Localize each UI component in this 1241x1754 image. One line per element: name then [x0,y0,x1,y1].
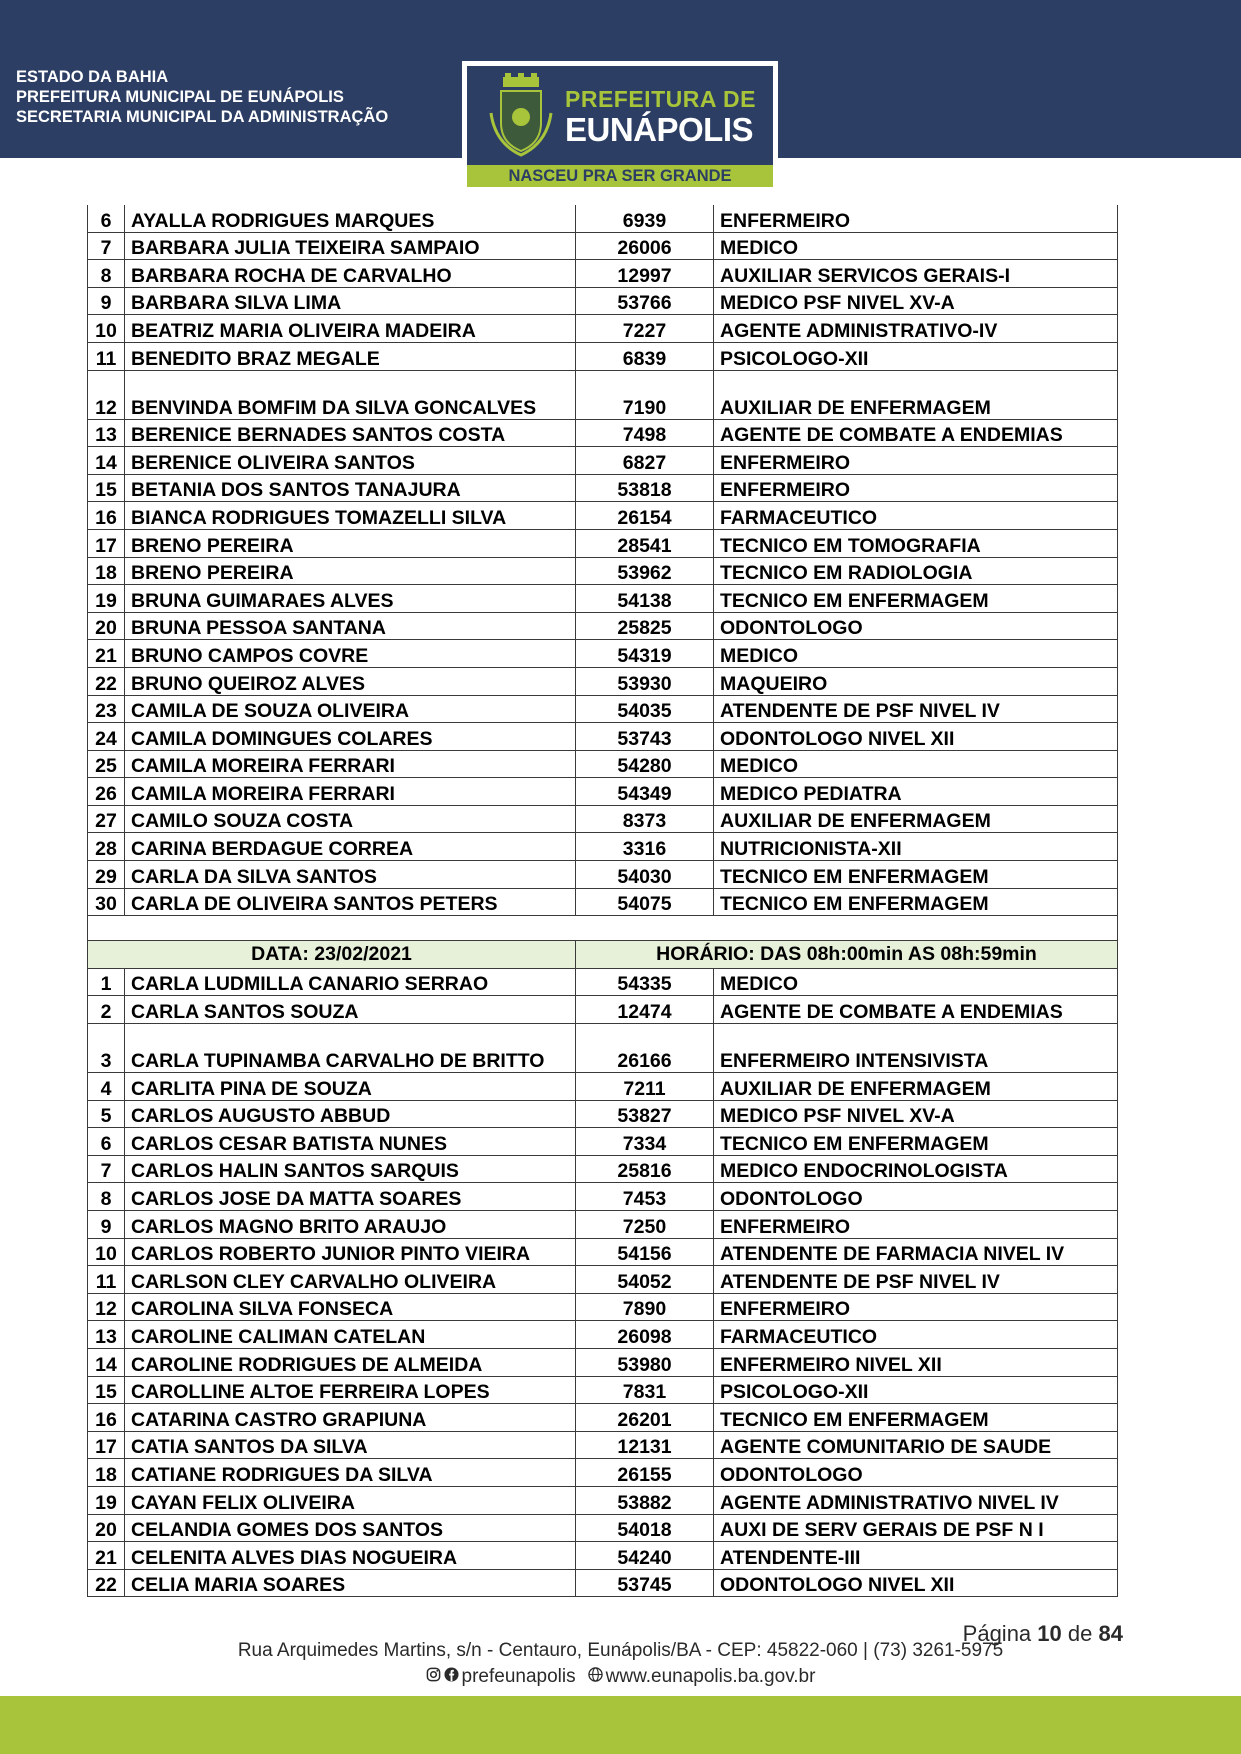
registration-number: 6839 [576,342,714,370]
employee-name: CAMILA MOREIRA FERRARI [125,750,576,778]
spacer-row [88,916,1118,941]
table-row [88,1238,1118,1266]
job-title: TECNICO EM RADIOLOGIA [714,557,1118,585]
employee-name: CAROLINA SILVA FONSECA [125,1293,576,1321]
row-number: 13 [88,419,125,447]
table-row [88,888,1118,916]
table-row [88,1514,1118,1542]
employee-name: BRUNA PESSOA SANTANA [125,612,576,640]
registration-number: 54035 [576,695,714,723]
table-row [88,1024,1118,1073]
row-number: 26 [88,778,125,806]
job-title: TECNICO EM ENFERMAGEM [714,585,1118,613]
employee-name: BRENO PEREIRA [125,529,576,557]
employee-name: BEATRIZ MARIA OLIVEIRA MADEIRA [125,315,576,343]
row-number: 21 [88,1542,125,1570]
table-row [88,342,1118,370]
row-number: 7 [88,1155,125,1183]
employee-name: CELENITA ALVES DIAS NOGUEIRA [125,1542,576,1570]
footer-band [0,1696,1241,1754]
job-title: TECNICO EM ENFERMAGEM [714,861,1118,889]
employee-name: CARLOS MAGNO BRITO ARAUJO [125,1211,576,1239]
employee-name: BARBARA ROCHA DE CARVALHO [125,260,576,288]
row-number: 19 [88,1486,125,1514]
header-text [16,67,388,127]
registration-number: 53930 [576,667,714,695]
table-row [88,1376,1118,1404]
table-row [88,1211,1118,1239]
footer-address: Rua Arquimedes Martins, s/n - Centauro, Eunápolis/BA - CEP: 45822-060 | (73) 3261-5975 [237,1640,1004,1661]
roster-block-1 [88,205,1118,916]
table-row [88,1183,1118,1211]
table-row [88,778,1118,806]
page-current: 10 [1037,1621,1062,1646]
header-line-state: ESTADO DA BAHIA [16,68,169,86]
row-number: 11 [88,1266,125,1294]
row-number: 22 [88,1569,125,1597]
job-title: FARMACEUTICO [714,502,1118,530]
table-row [88,370,1118,419]
registration-number: 53743 [576,723,714,751]
employee-name: CARLOS AUGUSTO ABBUD [125,1100,576,1128]
row-number: 21 [88,640,125,668]
table-row [88,695,1118,723]
registration-number: 12474 [576,996,714,1024]
job-title: MEDICO PSF NIVEL XV-A [714,287,1118,315]
registration-number: 26166 [576,1024,714,1073]
row-number: 15 [88,474,125,502]
registration-number: 54138 [576,585,714,613]
employee-name: CARLOS HALIN SANTOS SARQUIS [125,1155,576,1183]
registration-number: 3316 [576,833,714,861]
schedule-date: DATA: 23/02/2021 [88,941,576,969]
job-title: MEDICO [714,640,1118,668]
employee-name: BERENICE BERNADES SANTOS COSTA [125,419,576,447]
website-link[interactable]: www.eunapolis.ba.gov.br [605,1666,816,1687]
row-number: 19 [88,585,125,613]
table-row [88,585,1118,613]
row-number: 14 [88,447,125,475]
registration-number: 54240 [576,1542,714,1570]
job-title: PSICOLOGO-XII [714,1376,1118,1404]
employee-name: CARLSON CLEY CARVALHO OLIVEIRA [125,1266,576,1294]
job-title: AUXILIAR DE ENFERMAGEM [714,370,1118,419]
registration-number: 54319 [576,640,714,668]
table-row [88,232,1118,260]
employee-name: CARLITA PINA DE SOUZA [125,1073,576,1101]
table-row [88,419,1118,447]
registration-number: 12131 [576,1431,714,1459]
table-row [88,287,1118,315]
section-divider [88,916,1118,969]
employee-name: CARLOS JOSE DA MATTA SOARES [125,1183,576,1211]
table-row [88,1404,1118,1432]
logo-slogan: NASCEU PRA SER GRANDE [467,165,773,187]
employee-name: BARBARA SILVA LIMA [125,287,576,315]
registration-number: 53882 [576,1486,714,1514]
job-title: ENFERMEIRO [714,474,1118,502]
registration-number: 7190 [576,370,714,419]
job-title: MEDICO PEDIATRA [714,778,1118,806]
page-mid: de [1067,1621,1093,1646]
row-number: 3 [88,1024,125,1073]
job-title: AUXILIAR DE ENFERMAGEM [714,805,1118,833]
row-number: 8 [88,1183,125,1211]
registration-number: 25825 [576,612,714,640]
row-number: 12 [88,1293,125,1321]
row-number: 30 [88,888,125,916]
job-title: ATENDENTE DE PSF NIVEL IV [714,1266,1118,1294]
job-title: NUTRICIONISTA-XII [714,833,1118,861]
employee-name: CELIA MARIA SOARES [125,1569,576,1597]
table-row [88,1348,1118,1376]
row-number: 23 [88,695,125,723]
row-number: 14 [88,1348,125,1376]
table-row [88,833,1118,861]
job-title: ATENDENTE DE PSF NIVEL IV [714,695,1118,723]
job-title: MEDICO ENDOCRINOLOGISTA [714,1155,1118,1183]
registration-number: 54075 [576,888,714,916]
row-number: 20 [88,612,125,640]
table-row [88,315,1118,343]
employee-name: BRUNO CAMPOS COVRE [125,640,576,668]
registration-number: 6827 [576,447,714,475]
registration-number: 26098 [576,1321,714,1349]
employee-name: BETANIA DOS SANTOS TANAJURA [125,474,576,502]
job-title: AUXI DE SERV GERAIS DE PSF N I [714,1514,1118,1542]
row-number: 5 [88,1100,125,1128]
job-title: FARMACEUTICO [714,1321,1118,1349]
page-total: 84 [1098,1621,1123,1646]
row-number: 2 [88,996,125,1024]
registration-number: 53818 [576,474,714,502]
job-title: ENFERMEIRO [714,205,1118,232]
header-line-secretariat: SECRETARIA MUNICIPAL DA ADMINISTRAÇÃO [16,108,389,126]
employee-name: BRENO PEREIRA [125,557,576,585]
row-number: 10 [88,315,125,343]
employee-name: CELANDIA GOMES DOS SANTOS [125,1514,576,1542]
employee-name: CAROLLINE ALTOE FERREIRA LOPES [125,1376,576,1404]
employee-name: BERENICE OLIVEIRA SANTOS [125,447,576,475]
logo-title-top: PREFEITURA DE [565,86,756,112]
employee-name: CARLOS CESAR BATISTA NUNES [125,1128,576,1156]
registration-number: 6939 [576,205,714,232]
job-title: ENFERMEIRO NIVEL XII [714,1348,1118,1376]
table-row [88,1266,1118,1294]
registration-number: 7334 [576,1128,714,1156]
employee-name: CAMILA DOMINGUES COLARES [125,723,576,751]
job-title: ATENDENTE DE FARMACIA NIVEL IV [714,1238,1118,1266]
header-line-city-hall: PREFEITURA MUNICIPAL DE EUNÁPOLIS [16,88,344,106]
registration-number: 7831 [576,1376,714,1404]
job-title: AGENTE ADMINISTRATIVO-IV [714,315,1118,343]
employee-name: CAROLINE RODRIGUES DE ALMEIDA [125,1348,576,1376]
employee-name: BRUNO QUEIROZ ALVES [125,667,576,695]
city-logo [462,61,778,192]
job-title: ODONTOLOGO NIVEL XII [714,723,1118,751]
registration-number: 53745 [576,1569,714,1597]
employee-name: CARLA LUDMILLA CANARIO SERRAO [125,968,576,996]
employee-name: CARLA DA SILVA SANTOS [125,861,576,889]
employee-name: CAMILA MOREIRA FERRARI [125,778,576,806]
job-title: MEDICO PSF NIVEL XV-A [714,1100,1118,1128]
table-row [88,1293,1118,1321]
page-prefix: Página [962,1621,1032,1646]
employee-name: BIANCA RODRIGUES TOMAZELLI SILVA [125,502,576,530]
row-number: 20 [88,1514,125,1542]
employee-name: BENVINDA BOMFIM DA SILVA GONCALVES [125,370,576,419]
row-number: 9 [88,287,125,315]
employee-name: CATIANE RODRIGUES DA SILVA [125,1459,576,1487]
employee-name: CAMILA DE SOUZA OLIVEIRA [125,695,576,723]
job-title: ODONTOLOGO NIVEL XII [714,1569,1118,1597]
job-title: ODONTOLOGO [714,1183,1118,1211]
registration-number: 54349 [576,778,714,806]
row-number: 16 [88,1404,125,1432]
table-row [88,557,1118,585]
job-title: AGENTE DE COMBATE A ENDEMIAS [714,419,1118,447]
schedule-header-row [88,941,1118,969]
job-title: PSICOLOGO-XII [714,342,1118,370]
row-number: 8 [88,260,125,288]
job-title: TECNICO EM ENFERMAGEM [714,1404,1118,1432]
coat-of-arms-icon [489,73,553,159]
job-title: AGENTE DE COMBATE A ENDEMIAS [714,996,1118,1024]
job-title: ENFERMEIRO [714,447,1118,475]
row-number: 15 [88,1376,125,1404]
table-row [88,502,1118,530]
employee-name: AYALLA RODRIGUES MARQUES [125,205,576,232]
registration-number: 54156 [576,1238,714,1266]
job-title: ODONTOLOGO [714,1459,1118,1487]
job-title: ODONTOLOGO [714,612,1118,640]
employee-name: CATARINA CASTRO GRAPIUNA [125,1404,576,1432]
table-row [88,529,1118,557]
logo-title-main: EUNÁPOLIS [565,111,754,148]
row-number: 28 [88,833,125,861]
job-title: ENFERMEIRO [714,1211,1118,1239]
employee-name: CARLA TUPINAMBA CARVALHO DE BRITTO [125,1024,576,1073]
row-number: 18 [88,1459,125,1487]
row-number: 9 [88,1211,125,1239]
registration-number: 25816 [576,1155,714,1183]
job-title: MEDICO [714,750,1118,778]
table-row [88,1155,1118,1183]
table-row [88,861,1118,889]
row-number: 1 [88,968,125,996]
table-row [88,1321,1118,1349]
row-number: 6 [88,205,125,232]
registration-number: 28541 [576,529,714,557]
table-row [88,1542,1118,1570]
row-number: 16 [88,502,125,530]
registration-number: 26154 [576,502,714,530]
table-row [88,750,1118,778]
employee-name: BARBARA JULIA TEIXEIRA SAMPAIO [125,232,576,260]
job-title: MEDICO [714,968,1118,996]
job-title: MEDICO [714,232,1118,260]
table-row [88,667,1118,695]
row-number: 4 [88,1073,125,1101]
row-number: 29 [88,861,125,889]
facebook-icon [444,1666,462,1688]
schedule-time: HORÁRIO: DAS 08h:00min AS 08h:59min [576,941,1118,969]
row-number: 18 [88,557,125,585]
table-row [88,1128,1118,1156]
table-row [88,968,1118,996]
registration-number: 26201 [576,1404,714,1432]
row-number: 25 [88,750,125,778]
registration-number: 53962 [576,557,714,585]
staff-roster-table [87,205,1118,1597]
employee-name: CAMILO SOUZA COSTA [125,805,576,833]
job-title: AUXILIAR SERVICOS GERAIS-I [714,260,1118,288]
instagram-icon [426,1666,444,1688]
employee-name: CARINA BERDAGUE CORREA [125,833,576,861]
row-number: 27 [88,805,125,833]
row-number: 13 [88,1321,125,1349]
job-title: AUXILIAR DE ENFERMAGEM [714,1073,1118,1101]
registration-number: 7453 [576,1183,714,1211]
registration-number: 7211 [576,1073,714,1101]
job-title: TECNICO EM ENFERMAGEM [714,1128,1118,1156]
row-number: 11 [88,342,125,370]
registration-number: 12997 [576,260,714,288]
registration-number: 7890 [576,1293,714,1321]
footer-social [0,1666,1241,1688]
registration-number: 54018 [576,1514,714,1542]
table-row [88,612,1118,640]
employee-name: CARLA DE OLIVEIRA SANTOS PETERS [125,888,576,916]
row-number: 10 [88,1238,125,1266]
row-number: 6 [88,1128,125,1156]
table-row [88,1431,1118,1459]
table-row [88,1459,1118,1487]
registration-number: 53766 [576,287,714,315]
employee-name: CAYAN FELIX OLIVEIRA [125,1486,576,1514]
job-title: MAQUEIRO [714,667,1118,695]
row-number: 17 [88,1431,125,1459]
social-handle[interactable]: prefeunapolis [461,1666,576,1687]
table-row [88,805,1118,833]
row-number: 22 [88,667,125,695]
job-title: ENFERMEIRO [714,1293,1118,1321]
registration-number: 7227 [576,315,714,343]
registration-number: 53980 [576,1348,714,1376]
row-number: 7 [88,232,125,260]
table-row [88,640,1118,668]
job-title: AGENTE COMUNITARIO DE SAUDE [714,1431,1118,1459]
job-title: ENFERMEIRO INTENSIVISTA [714,1024,1118,1073]
table-row [88,996,1118,1024]
employee-name: BRUNA GUIMARAES ALVES [125,585,576,613]
table-row [88,205,1118,232]
table-row [88,1100,1118,1128]
registration-number: 7498 [576,419,714,447]
registration-number: 54280 [576,750,714,778]
table-row [88,1486,1118,1514]
job-title: AGENTE ADMINISTRATIVO NIVEL IV [714,1486,1118,1514]
registration-number: 53827 [576,1100,714,1128]
job-title: ATENDENTE-III [714,1542,1118,1570]
roster-block-2 [88,968,1118,1596]
employee-name: CARLOS ROBERTO JUNIOR PINTO VIEIRA [125,1238,576,1266]
table-row [88,260,1118,288]
employee-name: CATIA SANTOS DA SILVA [125,1431,576,1459]
globe-icon [588,1666,606,1688]
table-row [88,1569,1118,1597]
registration-number: 54335 [576,968,714,996]
registration-number: 26155 [576,1459,714,1487]
registration-number: 26006 [576,232,714,260]
row-number: 12 [88,370,125,419]
registration-number: 8373 [576,805,714,833]
employee-name: CARLA SANTOS SOUZA [125,996,576,1024]
job-title: TECNICO EM TOMOGRAFIA [714,529,1118,557]
table-row [88,474,1118,502]
registration-number: 54030 [576,861,714,889]
registration-number: 7250 [576,1211,714,1239]
employee-name: BENEDITO BRAZ MEGALE [125,342,576,370]
employee-name: CAROLINE CALIMAN CATELAN [125,1321,576,1349]
registration-number: 54052 [576,1266,714,1294]
table-row [88,1073,1118,1101]
row-number: 24 [88,723,125,751]
table-row [88,447,1118,475]
job-title: TECNICO EM ENFERMAGEM [714,888,1118,916]
row-number: 17 [88,529,125,557]
table-row [88,723,1118,751]
